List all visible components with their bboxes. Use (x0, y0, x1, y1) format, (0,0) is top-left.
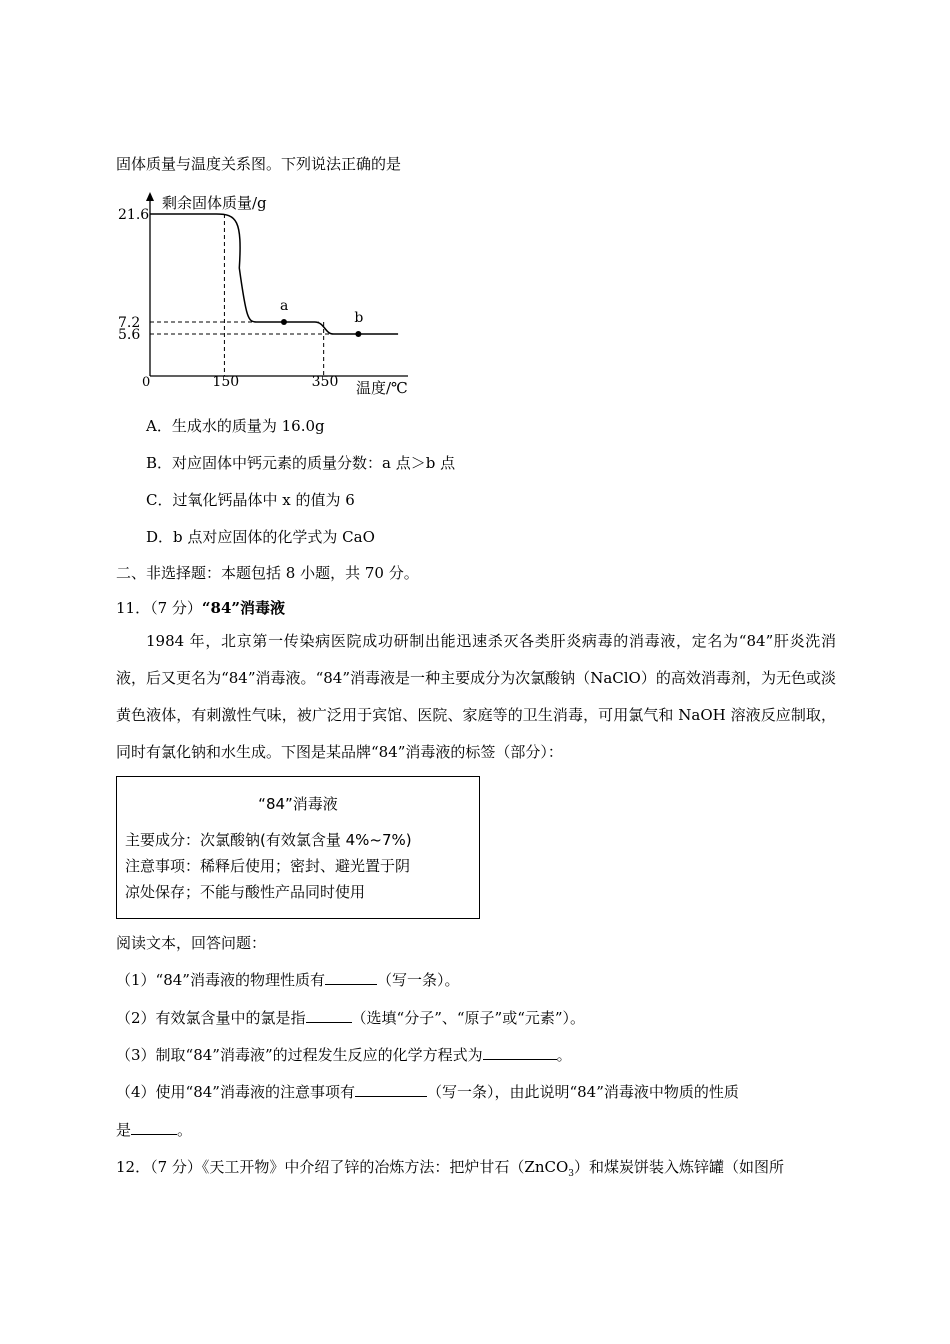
q11-number: 11．（7 分） (116, 599, 202, 617)
q12-text-b: ）和煤炭饼装入炼锌罐（如图所 (574, 1158, 785, 1176)
label-line-3: 凉处保存；不能与酸性产品同时使用 (125, 883, 366, 901)
intro-text: 固体质量与温度关系图。下列说法正确的是 (116, 155, 402, 173)
sub1-suffix: （写一条）。 (376, 971, 460, 989)
mass-temperature-chart (116, 186, 416, 396)
answer-blank-1[interactable] (325, 970, 377, 985)
answer-blank-3[interactable] (483, 1045, 557, 1060)
q12-text (116, 1157, 784, 1184)
q12-text-a: 12．（7 分）《天工开物》中介绍了锌的冶炼方法：把炉甘石（ZnCO (116, 1158, 569, 1176)
y-tick-label: 5.6 (118, 327, 141, 343)
q11-sub2 (116, 1008, 585, 1028)
sub3-text: （3）制取“84”消毒液”的过程发生反应的化学方程式为 (116, 1046, 483, 1064)
sub2-suffix: （选填“分子”、“原子”或“元素”）。 (351, 1009, 586, 1027)
sub1-text: （1）“84”消毒液的物理性质有 (116, 971, 325, 989)
product-label (116, 776, 480, 919)
x-tick-label: 150 (212, 374, 240, 390)
label-title: “84”消毒液 (258, 795, 338, 813)
option-d: D．b 点对应固体的化学式为 CaO (146, 528, 375, 546)
y-axis-arrow (146, 192, 154, 201)
point-a (281, 319, 287, 325)
answer-blank-4[interactable] (355, 1082, 427, 1097)
y-tick-label: 21.6 (118, 207, 150, 223)
point-label-a: a (279, 298, 289, 314)
chart-plot (118, 207, 398, 390)
x-tick-label: 350 (311, 374, 339, 390)
q11-sub3 (116, 1045, 572, 1065)
point-label-b: b (354, 310, 364, 326)
point-b (355, 331, 361, 337)
q11-paragraph: 1984 年，北京第一传染病医院成功研制出能迅速杀灭各类肝炎病毒的消毒液，定名为“84”肝炎洗消液，后又更名为“84”消毒液。“84”消毒液是一种主要成分为次氯酸钠（NaClO）的高效消毒剂，为无色或淡黄色液体，有刺激性气味，被广泛用于宾馆、医院、家庭等的卫生消毒，可用氯气和 NaOH 溶液反应制取，同时有氯化钠和水生成。下图是某品牌“84”消毒液的标签（部分）： (116, 632, 836, 761)
x-axis-label: 温度/℃ (356, 379, 408, 396)
q11-heading (116, 598, 285, 618)
q12-subscript: 3 (568, 1169, 574, 1179)
reading-prompt: 阅读文本，回答问题： (116, 934, 267, 952)
sub4-text: （4）使用“84”消毒液的注意事项有 (116, 1083, 355, 1101)
sub4-suffix: （写一条），由此说明“84”消毒液中物质的性质 (426, 1083, 739, 1101)
option-b: B．对应固体中钙元素的质量分数：a 点＞b 点 (146, 454, 456, 472)
answer-blank-2[interactable] (306, 1008, 352, 1023)
y-axis-label: 剩余固体质量/g (162, 194, 267, 212)
y-tick-label: 7.2 (118, 315, 141, 331)
section-heading: 二、非选择题：本题包括 8 小题，共 70 分。 (116, 564, 419, 582)
q11-sub4 (116, 1082, 739, 1102)
label-line-2: 注意事项：稀释后使用；密封、避光置于阴 (125, 857, 411, 875)
option-c: C．过氧化钙晶体中 x 的值为 6 (146, 491, 355, 509)
q11-sub4-cont (116, 1120, 192, 1140)
answer-blank-5[interactable] (131, 1120, 177, 1135)
label-line-1: 主要成分：次氯酸钠(有效氯含量 4%~7%) (125, 831, 412, 849)
option-a: A．生成水的质量为 16.0g (146, 417, 325, 435)
origin-label: 0 (142, 375, 151, 390)
sub2-text: （2）有效氯含量中的氯是指 (116, 1009, 306, 1027)
sub4-cont-text: 是 (116, 1121, 132, 1139)
sub4-cont-suffix: 。 (177, 1121, 193, 1139)
q11-sub1 (116, 970, 459, 990)
sub3-suffix: 。 (556, 1046, 572, 1064)
q11-title: “84”消毒液 (201, 599, 286, 617)
